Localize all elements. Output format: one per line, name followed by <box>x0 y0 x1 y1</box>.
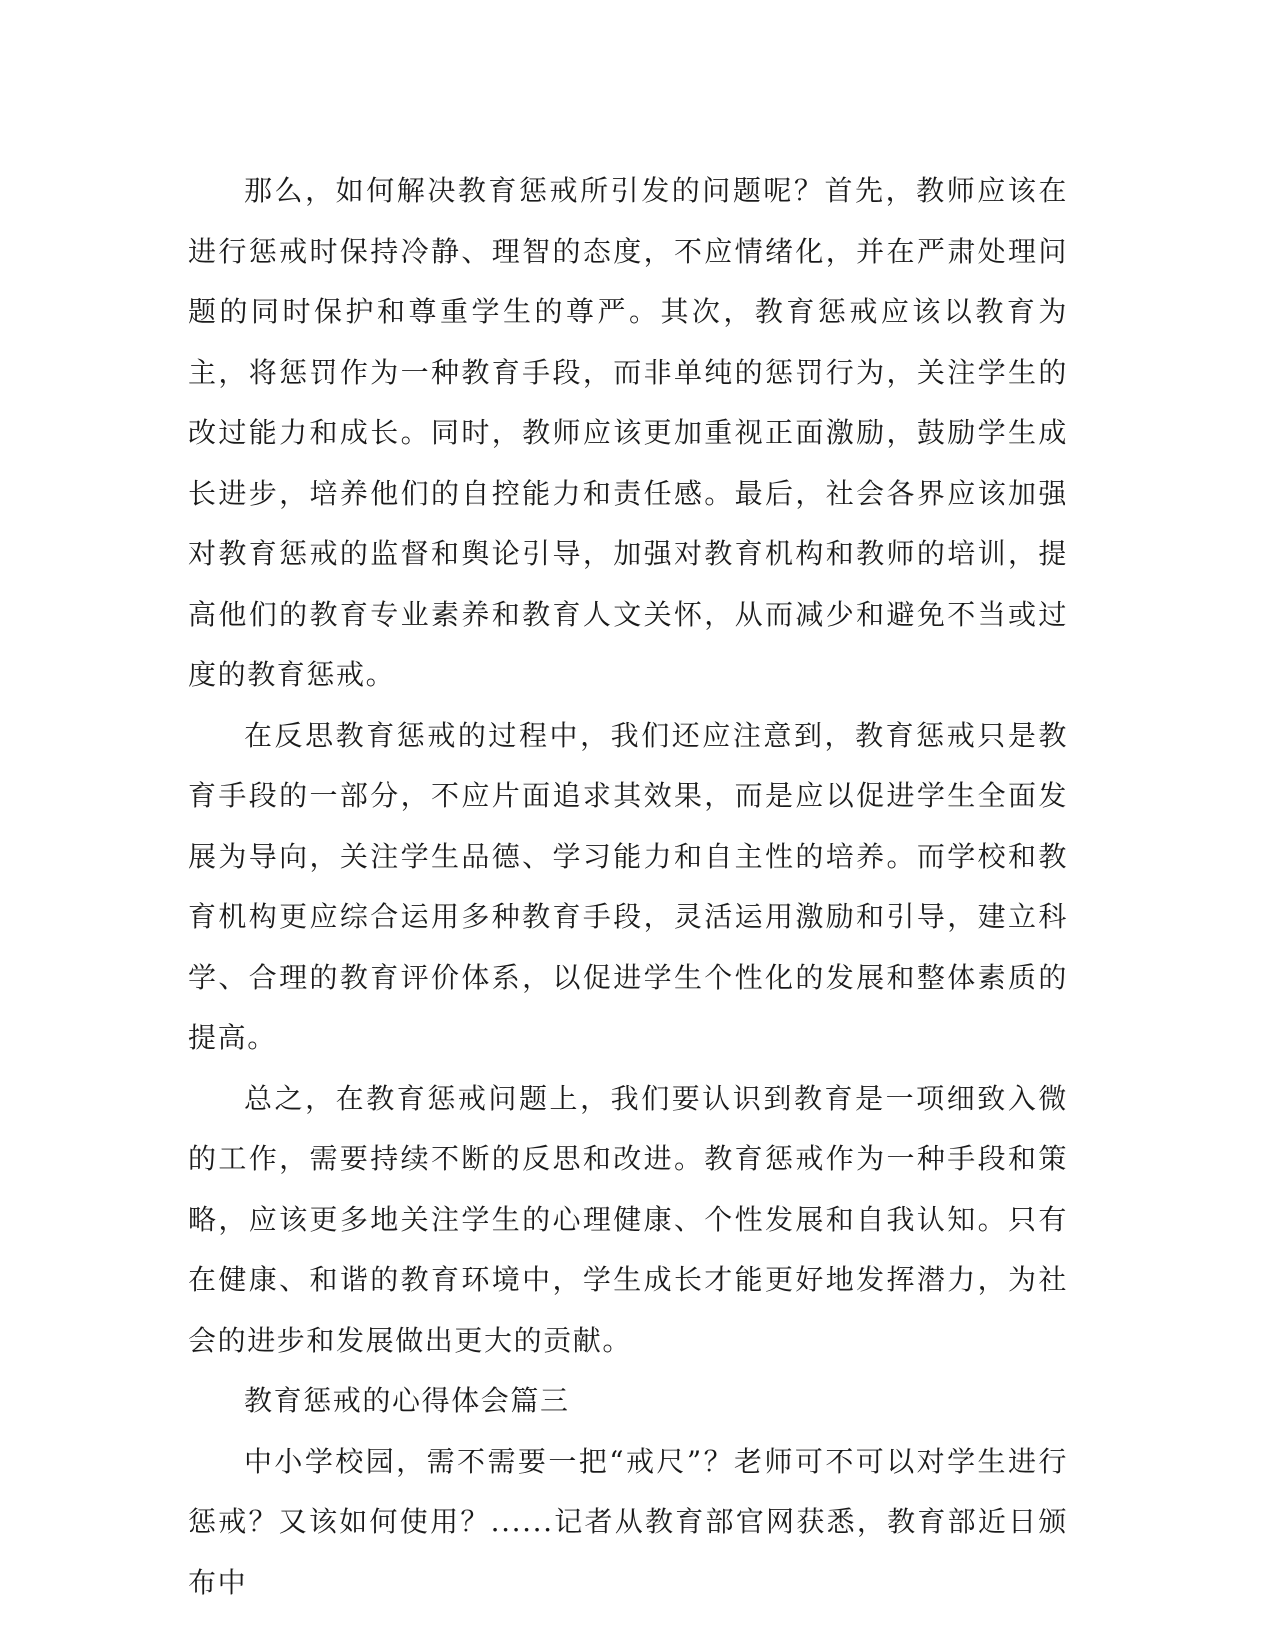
paragraph-solutions: 那么，如何解决教育惩戒所引发的问题呢？首先，教师应该在进行惩戒时保持冷静、理智的态度，不应情绪化，并在严肃处理问题的同时保护和尊重学生的尊严。其次，教育惩戒应该以教育为主，将惩罚作为一种教育手段，而非单纯的惩罚行为，关注学生的改过能力和成长。同时，教师应该更加重视正面激励，鼓励学生成长进步，培养他们的自控能力和责任感。最后，社会各界应该加强对教育惩戒的监督和舆论引导，加强对教育机构和教师的培训，提高他们的教育专业素养和教育人文关怀，从而减少和避免不当或过度的教育惩戒。 <box>188 174 1068 691</box>
paragraph-section-intro: 中小学校园，需不需要一把“戒尺”？老师可不可以对学生进行惩戒？又该如何使用？......记者从教育部官网获悉，教育部近日颁布中 <box>188 1444 1068 1599</box>
section-heading: 教育惩戒的心得体会篇三 <box>244 1384 570 1417</box>
paragraph-reflection: 在反思教育惩戒的过程中，我们还应注意到，教育惩戒只是教育手段的一部分，不应片面追求其效果，而是应以促进学生全面发展为导向，关注学生品德、学习能力和自主性的培养。而学校和教育机构更应综合运用多种教育手段，灵活运用激励和引导，建立科学、合理的教育评价体系，以促进学生个性化的发展和整体素质的提高。 <box>188 718 1068 1054</box>
paragraph-conclusion: 总之，在教育惩戒问题上，我们要认识到教育是一项细致入微的工作，需要持续不断的反思和改进。教育惩戒作为一种手段和策略，应该更多地关注学生的心理健康、个性发展和自我认知。只有在健康、和谐的教育环境中，学生成长才能更好地发挥潜力，为社会的进步和发展做出更大的贡献。 <box>188 1081 1068 1357</box>
document-body <box>188 161 1068 1613</box>
